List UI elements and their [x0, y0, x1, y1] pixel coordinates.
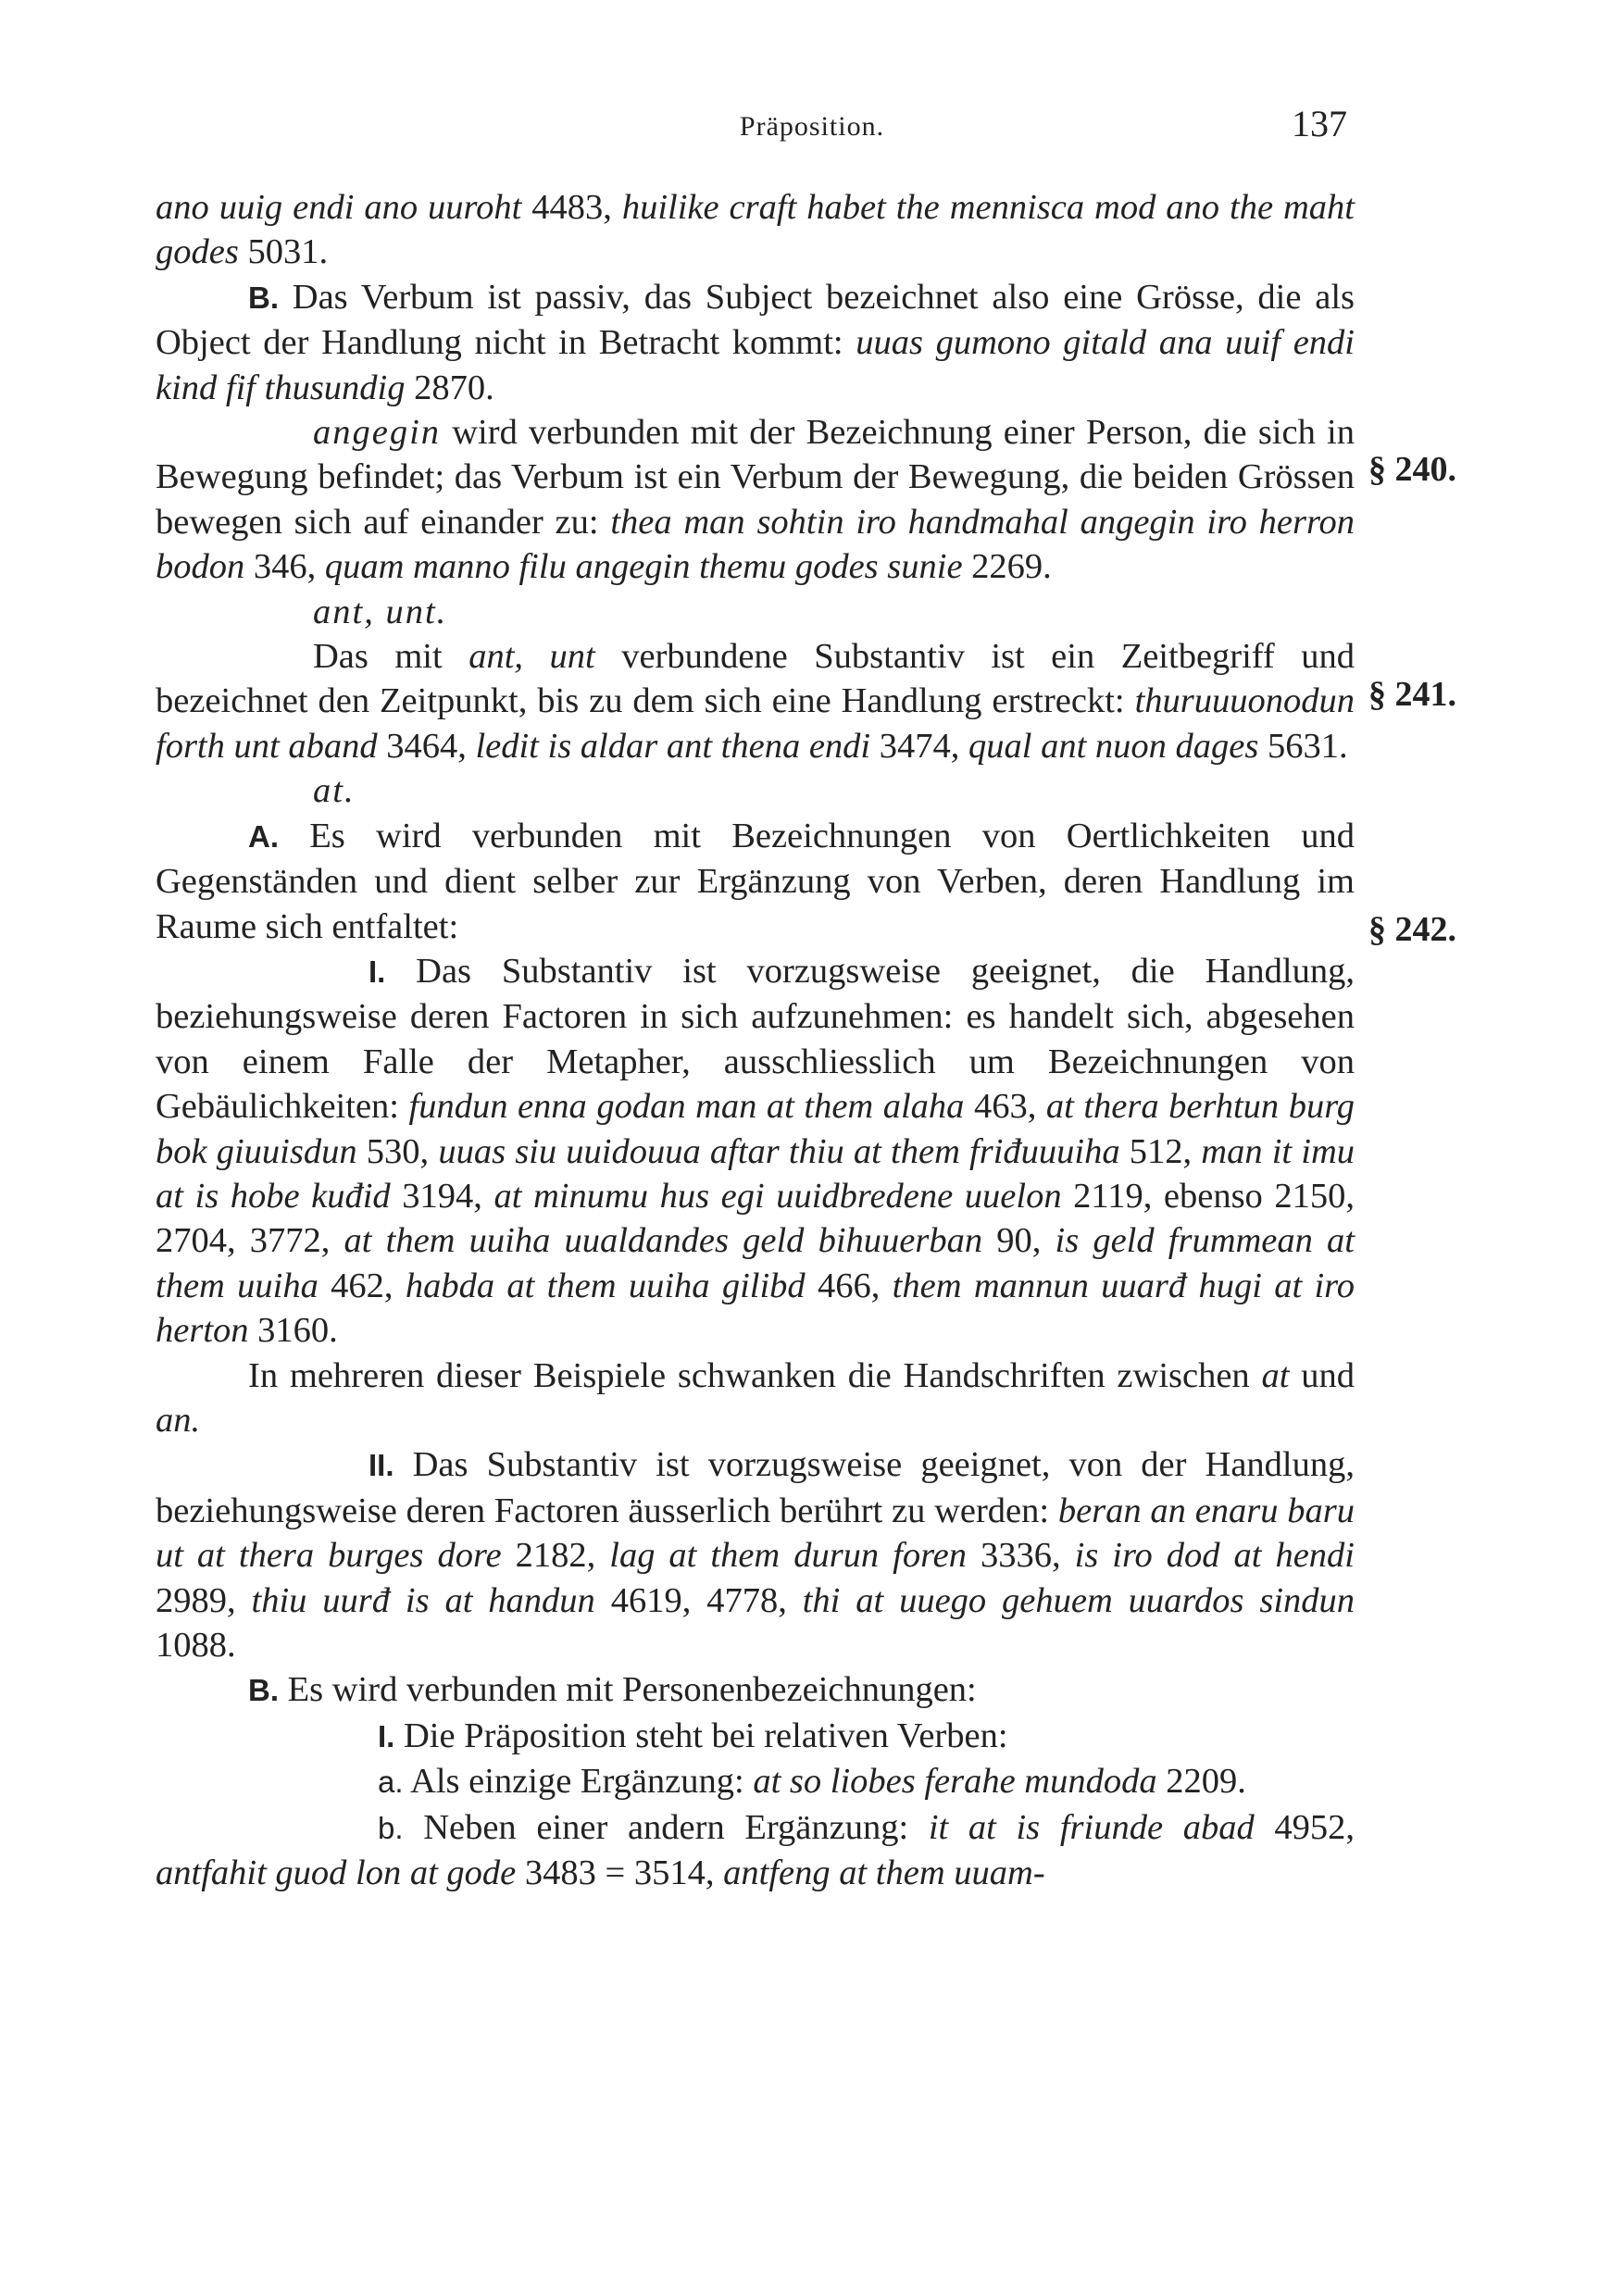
heading-at: at. [313, 771, 356, 811]
body-text [156, 185, 1355, 1895]
paragraph-b-persons: B. Es wird verbunden mit Personenbezeichnungen: [248, 1670, 977, 1710]
paragraph-angegin: angegin wird verbunden mit der Bezeichnung einer Person, die sich in Bewegung befindet; das Verbum ist ein Verbum der Bewegung, die beiden Grössen bewegen sich auf einander zu: thea man sohtin iro handmahal angegin iro herron bodon 346, quam manno filu angegin themu godes sunie 2269. [156, 413, 1355, 587]
paragraph-ii-external: II. Das Substantiv ist vorzugsweise geeignet, von der Handlung, beziehungsweise deren Factoren äusserlich berührt zu werden: beran an enaru baru ut at thera burges dore 2182, lag at them durun foren 3336, is iro dod at hendi 2989, thiu uurđ is at handun 4619, 4778, thi at uuego gehuem uuardos sindun 1088. [156, 1445, 1355, 1665]
margin-section-242: § 242. [1368, 910, 1456, 949]
page-number: 137 [1292, 103, 1347, 144]
paragraph-i-buildings: I. Das Substantiv ist vorzugsweise geeignet, die Handlung, beziehungsweise deren Factoren in sich aufzunehmen: es handelt sich, abgesehen von einem Falle der Metapher, ausschliesslich um Bezeichnungen von Gebäulichkeiten: fundun enna godan man at them alaha 463, at thera berhtun burg bok giuuisdun 530, uuas siu uuidouua aftar thiu at them friđuuuiha 512, man it imu at is hobe kuđid 3194, at minumu hus egi uuidbredene uuelon 2119, ebenso 2150, 2704, 3772, at them uuiha uualdandes geld bihuuerban 90, is geld frummean at them uuiha 462, habda at them uuiha gilibd 466, them mannun uuarđ hugi at iro herton 3160. [156, 951, 1355, 1351]
page-header [0, 102, 1624, 157]
heading-ant-unt: ant, unt. [313, 592, 448, 631]
paragraph-i-relative-verbs: I. Die Präposition steht bei relativen Verben: [378, 1716, 1008, 1755]
paragraph-ant-unt: Das mit ant, unt verbundene Substantiv ist ein Zeitbegriff und bezeichnet den Zeitpunkt, bis zu dem sich eine Handlung erstreckt: thuruuuonodun forth unt aband 3464, ledit is aldar ant thena endi 3474, qual ant nuon dages 5631. [156, 637, 1355, 766]
paragraph-a-places: A. Es wird verbunden mit Bezeichnungen von Oertlichkeiten und Gegenständen und dient selber zur Ergänzung von Verben, deren Handlung im Raume sich entfaltet: [156, 816, 1355, 946]
paragraph-b-passive: B. Das Verbum ist passiv, das Subject bezeichnet also eine Grösse, die als Object der Handlung nicht in Betracht kommt: uuas gumono gitald ana uuif endi kind fif thusundig 2870. [156, 277, 1355, 407]
paragraph-continuation: ano uuig endi ano uuroht 4483, huilike craft habet the mennisca mod ano the maht godes 5031. [156, 188, 1355, 272]
running-head: Präposition. [739, 111, 885, 142]
paragraph-manuscripts-note: In mehreren dieser Beispiele schwanken die Handschriften zwischen at und an. [156, 1355, 1355, 1440]
margin-section-241: § 241. [1368, 675, 1456, 714]
paragraph-b-another: b. Neben einer andern Ergänzung: it at is friunde abad 4952, antfahit guod lon at gode 3483 = 3514, antfeng at them uuam- [156, 1807, 1355, 1893]
paragraph-a-single: a. Als einzige Ergänzung: at so liobes ferahe mundoda 2209. [378, 1762, 1246, 1802]
margin-section-240: § 240. [1368, 450, 1456, 489]
